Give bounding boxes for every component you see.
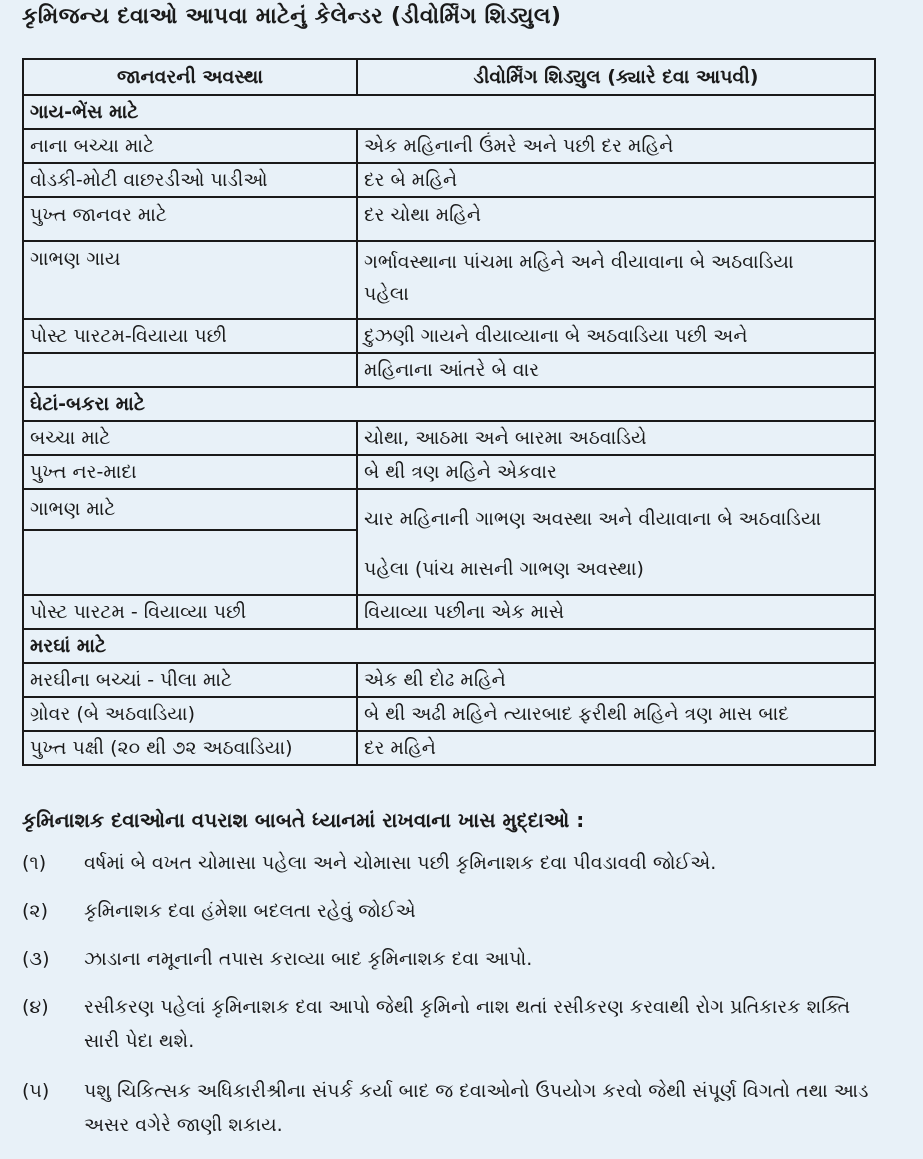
column-header: જાનવરની અવસ્થા xyxy=(23,59,357,95)
page-title: કૃમિજન્ય દવાઓ આપવા માટેનું કેલેન્ડર (ડીવોર્મિંગ શિડ્યુલ) xyxy=(22,4,562,29)
schedule-cell: એક થી દોઢ મહિને xyxy=(357,663,875,697)
table-row xyxy=(23,421,875,455)
note-text: વર્ષમાં બે વખત ચોમાસા પહેલા અને ચોમાસા પછી કૃમિનાશક દવા પીવડાવવી જોઈએ. xyxy=(84,852,717,874)
schedule-cell xyxy=(357,241,875,319)
table-row xyxy=(23,455,875,489)
animal-stage-cell: પોસ્ટ પારટમ-વિયાયા પછી xyxy=(23,319,357,353)
schedule-cell: મહિનાના આંતરે બે વાર xyxy=(357,353,875,387)
schedule-cell: વિયાવ્યા પછીના એક માસે xyxy=(357,595,875,629)
table-row xyxy=(23,489,875,530)
animal-stage-cell: પુખ્ત નર-માદા xyxy=(23,455,357,489)
schedule-cell: બે થી ત્રણ મહિને એકવાર xyxy=(357,455,875,489)
note-text: કૃમિનાશક દવા હંમેશા બદલતા રહેવું જોઈએ xyxy=(84,900,416,922)
note-item xyxy=(22,894,882,928)
note-number: (૩) xyxy=(22,948,50,970)
animal-stage-cell: પોસ્ટ પારટમ - વિયાવ્યા પછી xyxy=(23,595,357,629)
table-header-row xyxy=(23,59,875,95)
note-item xyxy=(22,846,882,880)
schedule-line: પહેલા xyxy=(364,283,409,305)
table-row xyxy=(23,163,875,197)
section-heading-row xyxy=(23,387,875,421)
empty-cell xyxy=(23,530,357,595)
animal-stage-cell: ગ્રોવર (બે અઠવાડિયા) xyxy=(23,697,357,731)
schedule-line: ચાર મહિનાની ગાભણ અવસ્થા અને વીયાવાના બે અઠવાડિયા xyxy=(364,508,822,530)
table-row xyxy=(23,697,875,731)
schedule-cell: દુઝણી ગાયને વીયાવ્યાના બે અઠવાડિયા પછી અને xyxy=(357,319,875,353)
deworming-schedule-table xyxy=(22,58,876,766)
schedule-cell xyxy=(357,489,875,595)
note-item xyxy=(22,1074,882,1142)
schedule-cell: એક મહિનાની ઉંમરે અને પછી દર મહિને xyxy=(357,129,875,163)
note-item xyxy=(22,942,882,976)
column-header: ડીવોર્મિંગ શિડ્યુલ (ક્યારે દવા આપવી) xyxy=(357,59,875,95)
empty-cell xyxy=(23,353,357,387)
animal-stage-cell: બચ્ચા માટે xyxy=(23,421,357,455)
table-row xyxy=(23,663,875,697)
notes-heading: કૃમિનાશક દવાઓના વપરાશ બાબતે ધ્યાનમાં રાખવાના ખાસ મુદ્દાઓ : xyxy=(22,808,585,832)
section-heading: ગાય-ભેંસ માટે xyxy=(23,95,875,129)
table-row xyxy=(23,595,875,629)
schedule-cell: બે થી અઢી મહિને ત્યારબાદ ફરીથી મહિને ત્રણ માસ બાદ xyxy=(357,697,875,731)
animal-stage-cell: પુખ્ત પક્ષી (૨૦ થી ૭૨ અઠવાડિયા) xyxy=(23,731,357,765)
note-number: (૫) xyxy=(22,1080,50,1102)
table-row xyxy=(23,197,875,241)
animal-stage-cell: મરઘીના બચ્ચાં - પીલા માટે xyxy=(23,663,357,697)
animal-stage-cell: ગાભણ ગાય xyxy=(23,241,357,319)
note-item xyxy=(22,990,882,1058)
schedule-cell: દર બે મહિને xyxy=(357,163,875,197)
schedule-cell: દર મહિને xyxy=(357,731,875,765)
table-row xyxy=(23,129,875,163)
note-text: રસીકરણ પહેલાં કૃમિનાશક દવા આપો જેથી કૃમિનો નાશ થતાં રસીકરણ કરવાથી રોગ પ્રતિકારક શક્તિ સારી પેદા થશે. xyxy=(84,996,851,1052)
schedule-line: પહેલા (પાંચ માસની ગાભણ અવસ્થા) xyxy=(364,558,644,580)
section-heading-row xyxy=(23,95,875,129)
section-heading-row xyxy=(23,629,875,663)
note-text: ઝાડાના નમૂનાની તપાસ કરાવ્યા બાદ કૃમિનાશક દવા આપો. xyxy=(84,948,533,970)
animal-stage-cell: વોડકી-મોટી વાછરડીઓ પાડીઓ xyxy=(23,163,357,197)
animal-stage-cell: નાના બચ્ચા માટે xyxy=(23,129,357,163)
animal-stage-cell: પુખ્ત જાનવર માટે xyxy=(23,197,357,241)
table-row xyxy=(23,353,875,387)
note-number: (૪) xyxy=(22,996,49,1018)
schedule-line: ગર્ભાવસ્થાના પાંચમા મહિને અને વીયાવાના બે અઠવાડિયા xyxy=(364,251,794,273)
table-row xyxy=(23,319,875,353)
section-heading: ઘેટાં-બકરા માટે xyxy=(23,387,875,421)
note-number: (૨) xyxy=(22,900,48,922)
table-row xyxy=(23,241,875,319)
note-number: (૧) xyxy=(22,852,47,874)
table-row xyxy=(23,731,875,765)
note-text: પશુ ચિકિત્સક અધિકારીશ્રીના સંપર્ક કર્યા બાદ જ દવાઓનો ઉપયોગ કરવો જેથી સંપૂર્ણ વિગતો તથા આડ અસર વગેરે જાણી શકાય. xyxy=(84,1080,869,1136)
animal-stage-cell: ગાભણ માટે xyxy=(23,489,357,530)
section-heading: મરઘાં માટે xyxy=(23,629,875,663)
schedule-cell: ચોથા, આઠમા અને બારમા અઠવાડિયે xyxy=(357,421,875,455)
schedule-cell: દર ચોથા મહિને xyxy=(357,197,875,241)
